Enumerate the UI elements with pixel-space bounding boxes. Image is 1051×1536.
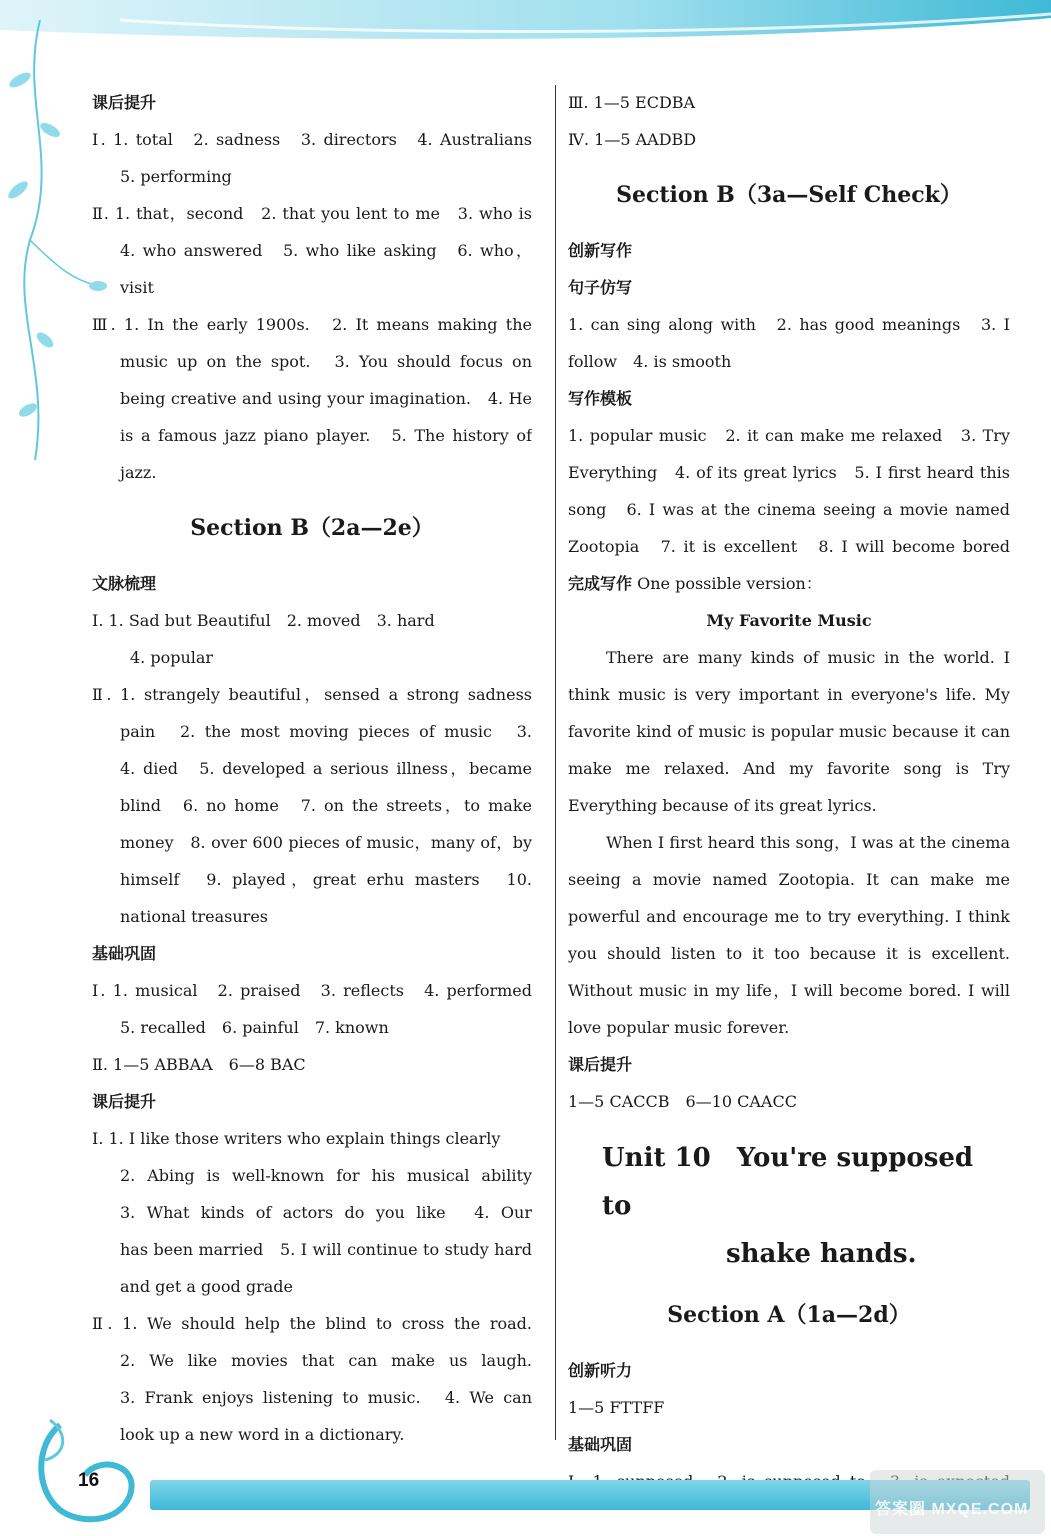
- section-title-a-1a-2d: Section A（1a—2d）: [667, 1302, 911, 1328]
- left-column: [92, 84, 532, 1453]
- unit-title-line-1: Unit 10 You're supposed to: [602, 1143, 974, 1221]
- answer-line: 4. died 5. developed a serious illness，became: [120, 759, 532, 778]
- complete-writing-line: [568, 565, 1010, 602]
- answer-line: Ⅰ. 1. total 2. sadness 3. directors 4. Australians: [92, 130, 532, 149]
- essay-line: love popular music forever.: [568, 1018, 790, 1037]
- answer-line: 4. popular: [130, 648, 214, 667]
- answer-line: 3. Frank enjoys listening to music. 4. We can: [120, 1388, 532, 1407]
- answer-line: visit: [120, 278, 154, 297]
- essay-line: powerful and encourage me to try everything. I think: [568, 907, 1010, 926]
- possible-version-label: One possible version：: [637, 574, 822, 593]
- heading-writing-template: 写作模板: [568, 389, 633, 408]
- essay-line: seeing a movie named Zootopia. It can make me: [568, 870, 1010, 889]
- answer-line: pain 2. the most moving pieces of music 3.: [120, 722, 532, 741]
- essay-line: think music is very important in everyone's life. My: [568, 685, 1010, 704]
- heading-text-outline: 文脉梳理: [92, 574, 157, 593]
- essay-line: you should listen to it too because it is excellent.: [568, 944, 1010, 963]
- answer-line: Ⅱ. 1. that，second 2. that you lent to me 3. who is: [92, 204, 532, 223]
- answer-line: jazz.: [120, 463, 157, 482]
- watermark-text: 答案圈 MXQE.COM: [875, 1501, 1029, 1518]
- answer-line: 1. popular music 2. it can make me relaxed 3. Try: [568, 426, 1010, 445]
- answer-line: national treasures: [120, 907, 268, 926]
- heading-homework-1: 课后提升: [92, 93, 157, 112]
- answer-line: Ⅱ. 1. strangely beautiful，sensed a strong sadness: [92, 685, 532, 704]
- answer-line: is a famous jazz piano player. 5. The history of: [120, 426, 532, 445]
- answer-line: has been married 5. I will continue to study hard: [120, 1240, 532, 1259]
- heading-homework-2: 课后提升: [92, 1092, 157, 1111]
- column-divider: [555, 85, 556, 1440]
- heading-complete-writing: 完成写作: [568, 574, 633, 593]
- answer-line: Ⅰ. 1. musical 2. praised 3. reflects 4. performed: [92, 981, 532, 1000]
- answer-line: 1—5 CACCB 6—10 CAACC: [568, 1092, 797, 1111]
- answer-line: money 8. over 600 pieces of music，many of，by: [120, 833, 532, 852]
- answer-line: song 6. I was at the cinema seeing a movie named: [568, 500, 1010, 519]
- answer-line: 2. We like movies that can make us laugh.: [120, 1351, 532, 1370]
- unit-title-line-2: shake hands.: [726, 1239, 917, 1269]
- answer-line: 5. performing: [120, 167, 232, 186]
- answer-line: Ⅲ. 1. In the early 1900s. 2. It means making the: [92, 315, 532, 334]
- answer-line: and get a good grade: [120, 1277, 293, 1296]
- answer-line: 3. What kinds of actors do you like 4. Our: [120, 1203, 532, 1222]
- essay-title: My Favorite Music: [706, 611, 872, 630]
- answer-line: himself 9. played，great erhu masters 10.: [120, 870, 532, 889]
- answer-line: blind 6. no home 7. on the streets，to make: [120, 796, 532, 815]
- section-title-b-3a-self-check: Section B（3a—Self Check）: [616, 182, 962, 208]
- answer-line: Ⅰ. 1. I like those writers who explain things clearly: [92, 1129, 501, 1148]
- answer-line: 4. who answered 5. who like asking 6. who，: [120, 241, 532, 260]
- page-number: 16: [78, 1470, 100, 1491]
- answer-line: being creative and using your imagination. 4. He: [120, 389, 532, 408]
- right-column: [568, 84, 1010, 1500]
- answer-line: 1—5 FTTFF: [568, 1398, 665, 1417]
- answer-line: Everything 4. of its great lyrics 5. I first heard this: [568, 463, 1010, 482]
- answer-line: look up a new word in a dictionary.: [120, 1425, 405, 1444]
- top-header-band: [0, 0, 1051, 48]
- essay-line: There are many kinds of music in the world. I: [606, 648, 1010, 667]
- heading-listening: 创新听力: [568, 1361, 633, 1380]
- answer-line: Ⅲ. 1—5 ECDBA: [568, 93, 696, 112]
- answer-line: follow 4. is smooth: [568, 352, 732, 371]
- answer-line: Ⅱ. 1. We should help the blind to cross the road.: [92, 1314, 532, 1333]
- answer-line: Ⅰ. 1. Sad but Beautiful 2. moved 3. hard: [92, 611, 435, 630]
- answer-line: Ⅳ. 1—5 AADBD: [568, 130, 697, 149]
- heading-sentence-imitation: 句子仿写: [568, 278, 633, 297]
- essay-line: make me relaxed. And my favorite song is Try: [568, 759, 1010, 778]
- answer-line: 1. can sing along with 2. has good meanings 3. I: [568, 315, 1010, 334]
- answer-line: 2. Abing is well-known for his musical ability: [120, 1166, 532, 1185]
- answer-line: 5. recalled 6. painful 7. known: [120, 1018, 389, 1037]
- essay-line: Everything because of its great lyrics.: [568, 796, 877, 815]
- heading-basics-2: 基础巩固: [568, 1435, 633, 1454]
- heading-homework-3: 课后提升: [568, 1055, 633, 1074]
- answer-line: music up on the spot. 3. You should focus on: [120, 352, 532, 371]
- answer-line: Zootopia 7. it is excellent 8. I will become bored: [568, 537, 1010, 556]
- heading-creative-writing: 创新写作: [568, 241, 633, 260]
- essay-line: Without music in my life，I will become bored. I will: [568, 981, 1010, 1000]
- answer-line: Ⅱ. 1—5 ABBAA 6—8 BAC: [92, 1055, 306, 1074]
- section-title-b-2a-2e: Section B（2a—2e）: [190, 515, 434, 541]
- essay-line: favorite kind of music is popular music because it can: [568, 722, 1010, 741]
- heading-basics: 基础巩固: [92, 944, 157, 963]
- essay-line: When I first heard this song，I was at the cinema: [606, 833, 1010, 852]
